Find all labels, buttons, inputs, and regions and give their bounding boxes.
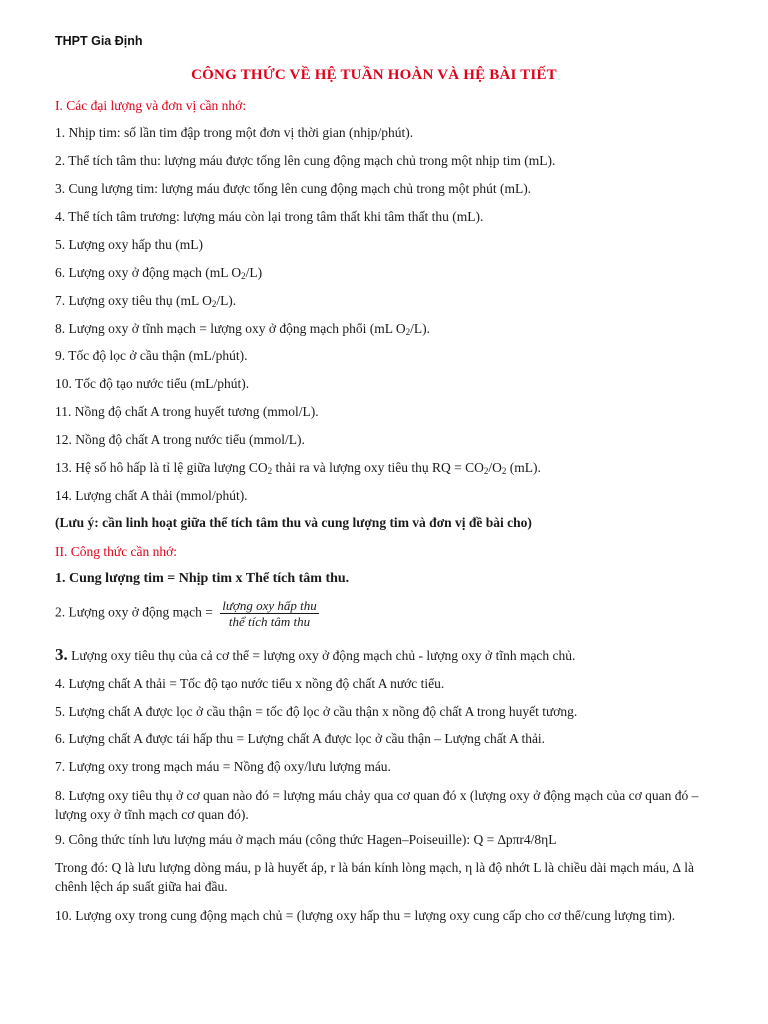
section-2-heading: II. Công thức cần nhớ: [55,544,178,559]
list-item: 2. Thể tích tâm thu: lượng máu được tống lên cung động mạch chủ trong một nhịp tim (mL). [55,153,556,168]
list-item: 9. Tốc độ lọc ở cầu thận (mL/phút). [55,348,248,363]
list-item: 3. Cung lượng tim: lượng máu được tống lên cung động mạch chủ trong một phút (mL). [55,181,532,196]
list-item: 12. Nồng độ chất A trong nước tiểu (mmol/L). [55,432,305,447]
formula-2: 2. Lượng oxy ở động mạch = $\frac{\text{lượng oxy hấp thu}}{\text{thể tích tâm thu}}$ [55,598,317,629]
fraction [220,598,319,629]
school-name: THPT Gia Định [55,34,143,48]
list-item: 1. Nhịp tim: số lần tim đập trong một đơn vị thời gian (nhịp/phút). [55,125,414,140]
formula-9-note: Trong đó: Q là lưu lượng dòng máu, p là huyết áp, r là bán kính lòng mạch, η là độ nhớt L là chiều dài mạch máu, ∆ là chênh lệch áp suất giữa hai đầu. [55,860,694,894]
list-item: 13. Hệ số hô hấp là tỉ lệ giữa lượng $CO_2$ thải ra và lượng oxy tiêu thụ RQ = $CO_2/O_2$ (mL). [55,460,541,476]
list-item: 7. Lượng oxy tiêu thụ (mL $O_2/L$). [55,293,237,309]
list-item: 14. Lượng chất A thải (mmol/phút). [55,488,248,503]
formula-10: 10. Lượng oxy trong cung động mạch chủ = (lượng oxy hấp thu = lượng oxy cung cấp cho cơ thể/cung lượng tim). [55,908,676,923]
formula-9: 9. Công thức tính lưu lượng máu ở mạch máu (công thức Hagen–Poiseuille): Q = ∆pπr4/8ηL [55,832,557,847]
formula-1: 1. Cung lượng tim = Nhịp tim x Thể tích tâm thu. [55,571,350,586]
list-item: 5. Lượng oxy hấp thu (mL) [55,237,203,252]
document-title: CÔNG THỨC VỀ HỆ TUẦN HOÀN VÀ HỆ BÀI TIẾT [191,67,557,83]
note: (Lưu ý: cần linh hoạt giữa thể tích tâm thu và cung lượng tim và đơn vị đề bài cho) [55,515,532,530]
formula-6: 6. Lượng chất A được tái hấp thu = Lượng chất A được lọc ở cầu thận – Lượng chất A thải. [55,731,546,746]
fraction-denominator: thể tích tâm thu [228,614,311,629]
list-item: 8. Lượng oxy ở tĩnh mạch = lượng oxy ở động mạch phổi (mL $O_2/L$). [55,321,431,337]
formula-3: 3. Lượng oxy tiêu thụ của cả cơ thể = lượng oxy ở động mạch chủ - lượng oxy ở tĩnh mạch chủ. [55,645,576,664]
list-item: 4. Thể tích tâm trương: lượng máu còn lại trong tâm thất khi tâm thất thu (mL). [55,209,484,224]
list-item: 11. Nồng độ chất A trong huyết tương (mmol/L). [55,404,319,419]
list-item: 10. Tốc độ tạo nước tiểu (mL/phút). [55,376,250,391]
fraction-numerator: lượng oxy hấp thu [222,598,317,613]
formula-7: 7. Lượng oxy trong mạch máu = Nồng độ oxy/lưu lượng máu. [55,759,391,774]
formula-8: 8. Lượng oxy tiêu thụ ở cơ quan nào đó = lượng máu chảy qua cơ quan đó x (lượng oxy ở động mạch của cơ quan đó – lượng oxy ở tĩnh mạch cơ quan đó). [55,788,699,822]
list-item: 6. Lượng oxy ở động mạch (mL $O_2/L$) [55,265,263,281]
formula-5: 5. Lượng chất A được lọc ở cầu thận = tốc độ lọc ở cầu thận x nồng độ chất A trong huyết tương. [55,704,578,719]
section-1-heading: I. Các đại lượng và đơn vị cần nhớ: [55,98,247,113]
formula-4: 4. Lượng chất A thải = Tốc độ tạo nước tiểu x nồng độ chất A nước tiểu. [55,676,445,691]
